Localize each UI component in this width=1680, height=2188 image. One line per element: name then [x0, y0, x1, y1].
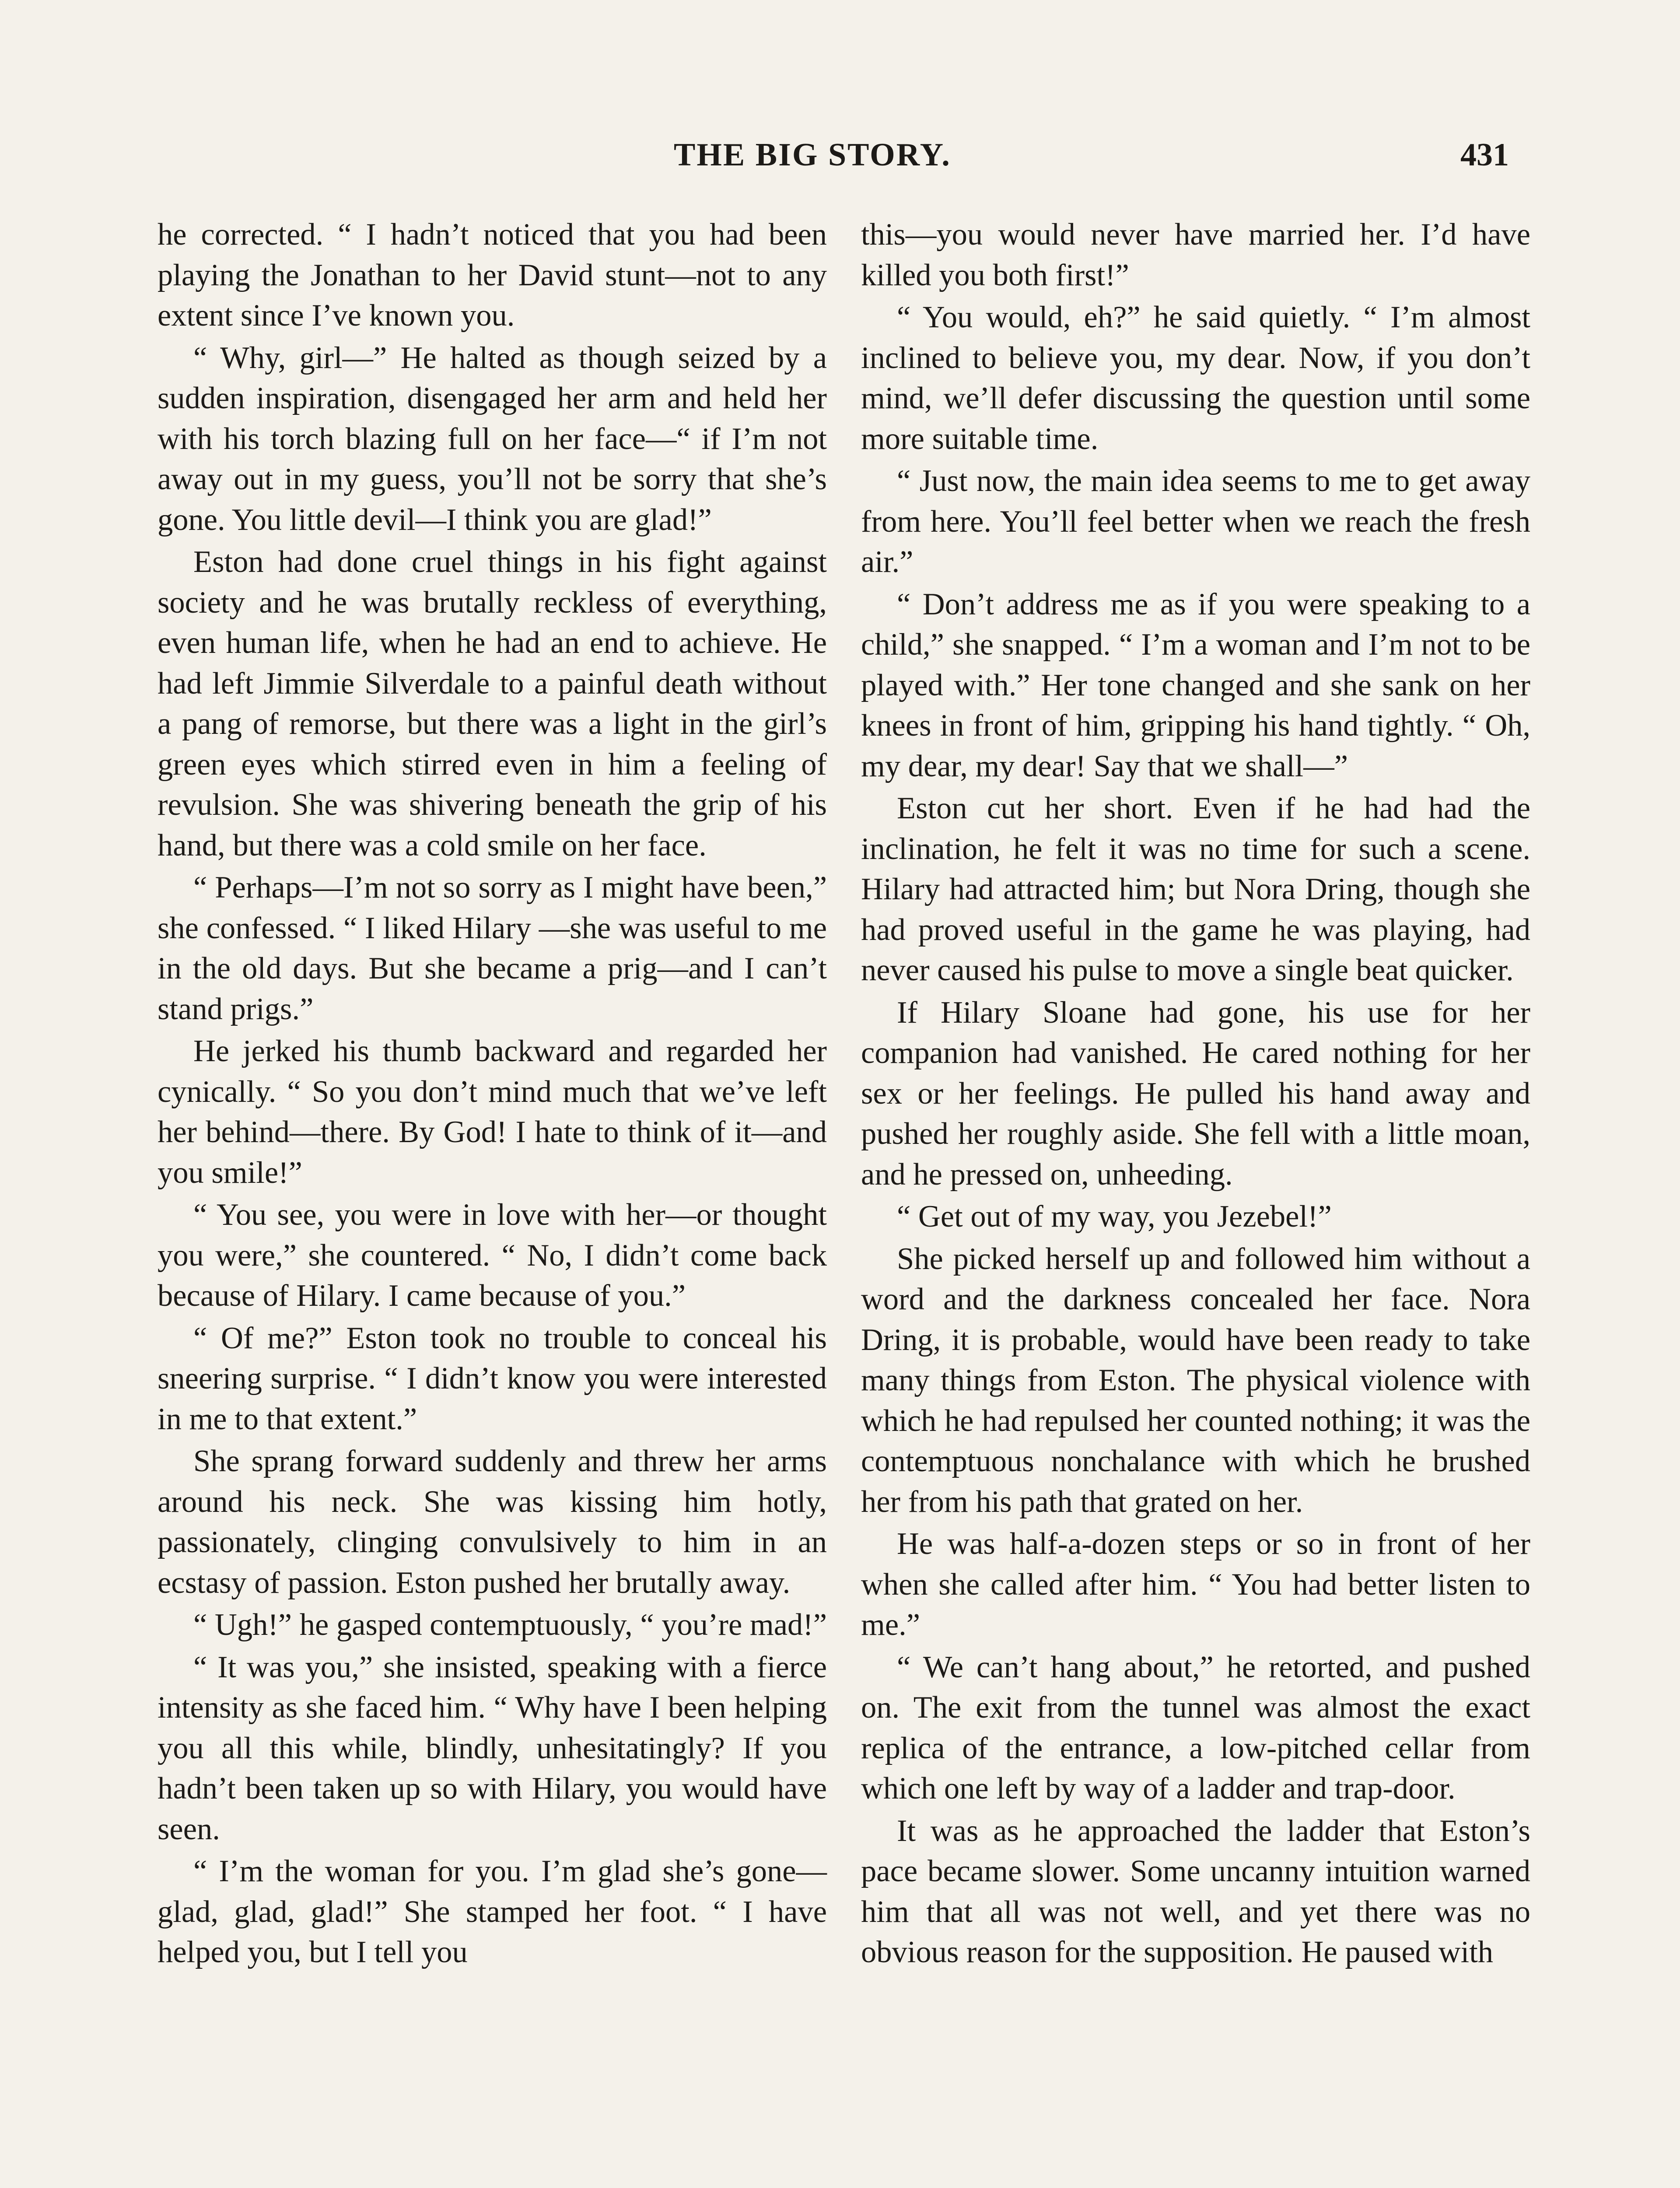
paragraph: “ Get out of my way, you Jezebel!”: [897, 1199, 1332, 1234]
paragraph: Eston had done cruel things in his fight against society and he was brutally reckless of everything, even human life, when he had an end to achieve. He had left Jimmie Silverdale to a painful death without a pang of remorse, but there was a light in the girl’s green eyes which stirred even in him a feeling of revulsion. She was shivering beneath the grip of his hand, but there was a cold smile on her face.: [158, 545, 827, 863]
running-header: [0, 137, 1680, 189]
paragraph: Eston cut her short. Even if he had had the inclination, he felt it was no time for such a scene. Hilary had attracted him; but Nora Dring, though she had proved useful in the game he was playing, had never caused his pulse to move a single beat quicker.: [861, 791, 1530, 987]
paragraph: “ I’m the woman for you. I’m glad she’s gone—glad, glad, glad!” She stamped her foot. “ I have helped you, but I tell you: [158, 1854, 827, 1969]
paragraph: It was as he approached the ladder that Eston’s pace became slower. Some uncanny intuition warned him that all was not well, and yet there was no obvious reason for the supposition. He paused with: [861, 1813, 1530, 1969]
paragraph: She picked herself up and followed him without a word and the darkness concealed her face. Nora Dring, it is probable, would have been ready to take many things from Eston. The physical violence with which he had repulsed her counted nothing; it was the contemptuous nonchalance with which he brushed her from his path that grated on her.: [861, 1241, 1530, 1519]
running-title: THE BIG STORY.: [674, 137, 951, 173]
right-column: [861, 214, 1530, 1974]
paragraph: “ Don’t address me as if you were speaking to a child,” she snapped. “ I’m a woman and I’m not to be played with.” Her tone changed and she sank on her knees in front of him, gripping his hand tightly. “ Oh, my dear, my dear! Say that we shall—”: [861, 587, 1530, 783]
paragraph: “ Perhaps—I’m not so sorry as I might have been,” she confessed. “ I liked Hilary —she was useful to me in the old days. But she became a prig—and I can’t stand prigs.”: [158, 870, 827, 1026]
paragraph: He was half-a-dozen steps or so in front of her when she called after him. “ You had better listen to me.”: [861, 1527, 1530, 1642]
paragraph: “ It was you,” she insisted, speaking with a fierce intensity as she faced him. “ Why have I been helping you all this while, blindly, unhesitatingly? If you hadn’t been taken up so with Hilary, you would have seen.: [158, 1650, 827, 1846]
paragraph: he corrected. “ I hadn’t noticed that you had been playing the Jonathan to her David stunt—not to any extent since I’ve known you.: [158, 217, 827, 333]
paragraph: “ Why, girl—” He halted as though seized by a sudden inspiration, disengaged her arm and held her with his torch blazing full on her face—“ if I’m not away out in my guess, you’ll not be sorry that she’s gone. You little devil—I think you are glad!”: [158, 340, 827, 537]
left-column: [158, 214, 827, 1974]
paragraph: “ Ugh!” he gasped contemptuously, “ you’re mad!”: [193, 1608, 827, 1642]
paragraph: “ We can’t hang about,” he retorted, and pushed on. The exit from the tunnel was almost the exact replica of the entrance, a low-pitched cellar from which one left by way of a ladder and trap-door.: [861, 1650, 1530, 1806]
paragraph: “ You would, eh?” he said quietly. “ I’m almost inclined to believe you, my dear. Now, if you don’t mind, we’ll defer discussing the question until some more suitable time.: [861, 300, 1530, 456]
paragraph: “ Of me?” Eston took no trouble to conceal his sneering surprise. “ I didn’t know you were interested in me to that extent.”: [158, 1321, 827, 1436]
paragraph: “ Just now, the main idea seems to me to get away from here. You’ll feel better when we reach the fresh air.”: [861, 464, 1530, 579]
page-number: 431: [1460, 137, 1509, 173]
paragraph: She sprang forward suddenly and threw her arms around his neck. She was kissing him hotly, passionately, clinging convulsively to him in an ecstasy of passion. Eston pushed her brutally away.: [158, 1444, 827, 1600]
paragraph: “ You see, you were in love with her—or thought you were,” she countered. “ No, I didn’t come back because of Hilary. I came because of you.”: [158, 1198, 827, 1313]
paragraph: this—you would never have married her. I’d have killed you both first!”: [861, 217, 1530, 292]
paragraph: If Hilary Sloane had gone, his use for her companion had vanished. He cared nothing for her sex or her feelings. He pulled his hand away and pushed her roughly aside. She fell with a little moan, and he pressed on, unheeding.: [861, 995, 1530, 1192]
paragraph: He jerked his thumb backward and regarded her cynically. “ So you don’t mind much that we’ve left her behind—there. By God! I hate to think of it—and you smile!”: [158, 1034, 827, 1190]
